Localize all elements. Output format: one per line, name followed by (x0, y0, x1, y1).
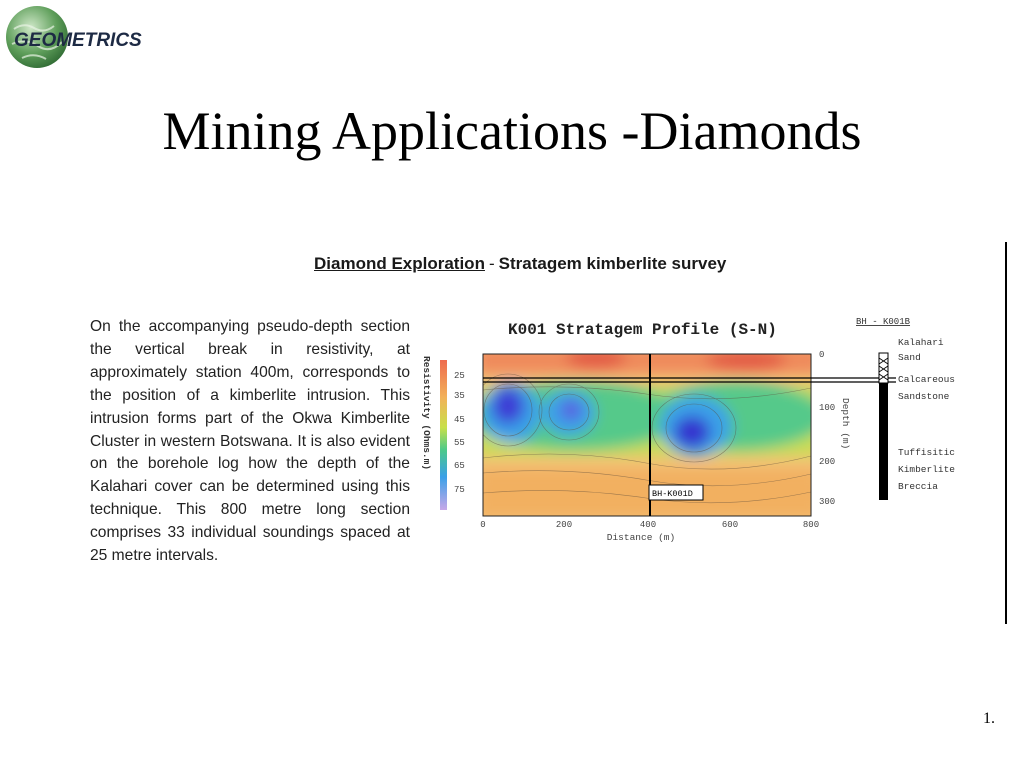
geometrics-logo (4, 4, 164, 74)
colorbar-ticks (454, 371, 465, 495)
colorbar-tick: 45 (454, 415, 465, 425)
layer-label: Tuffisitic (898, 447, 956, 458)
x-tick: 400 (639, 520, 657, 530)
layer-label: Calcareous (898, 374, 956, 385)
page-number: 1. (983, 710, 995, 727)
colorbar-label: Resistivity (Ohms.m) (421, 356, 432, 471)
resistivity-field (466, 346, 826, 518)
x-tick: 600 (721, 520, 739, 530)
colorbar (440, 360, 447, 510)
figure-description: On the accompanying pseudo-depth section the vertical break in resistivity, at approximately station 400m, corresponds to the position of a kimberlite intrusion. This intrusion forms part of the Okwa Kimberlite Cluster in western Botswana. It is also evident on the borehole log how the depth of the Kalahari cover can be determined using this technique. This 800 metre long section comprises 33 individual soundings spaced at 25 metre intervals. (90, 318, 410, 565)
borehole-layer-labels (898, 337, 955, 492)
depth-tick: 200 (819, 457, 836, 467)
x-axis (480, 520, 819, 530)
depth-axis (819, 350, 835, 507)
pseudo-depth-section (416, 298, 986, 553)
layer-label: Breccia (898, 481, 938, 492)
x-tick: 200 (555, 520, 573, 530)
depth-tick: 100 (819, 403, 836, 413)
colorbar-tick: 25 (454, 371, 465, 381)
depth-tick: 300 (819, 497, 836, 507)
figure-heading (314, 254, 726, 274)
colorbar-tick: 55 (454, 438, 465, 448)
logo-wordmark: GEOMETRICS (14, 30, 142, 51)
colorbar-tick: 65 (454, 461, 465, 471)
borehole-log-title: BH - K001B (856, 317, 911, 327)
layer-label: Sandstone (898, 391, 950, 402)
vertical-rule (1005, 242, 1007, 624)
layer-label: Kimberlite (898, 464, 956, 475)
figure-heading-rest: Stratagem kimberlite survey (498, 254, 727, 273)
slide-title: Mining Applications -Diamonds (162, 101, 862, 161)
borehole-column (879, 353, 888, 500)
x-tick: 0 (480, 520, 486, 530)
section-title: K001 Stratagem Profile (S-N) (508, 321, 777, 339)
colorbar-tick: 75 (454, 485, 465, 495)
layer-label: Sand (898, 352, 921, 363)
colorbar-tick: 35 (454, 391, 465, 401)
borehole-marker: BH-K001D (652, 489, 693, 499)
layer-label: Kalahari (898, 337, 944, 348)
figure-heading-separator: - (488, 254, 495, 273)
x-axis-label: Distance (m) (606, 532, 676, 543)
depth-tick: 0 (819, 350, 825, 360)
depth-axis-label: Depth (m) (840, 398, 851, 450)
figure-heading-main: Diamond Exploration (314, 254, 485, 273)
x-tick: 800 (802, 520, 820, 530)
